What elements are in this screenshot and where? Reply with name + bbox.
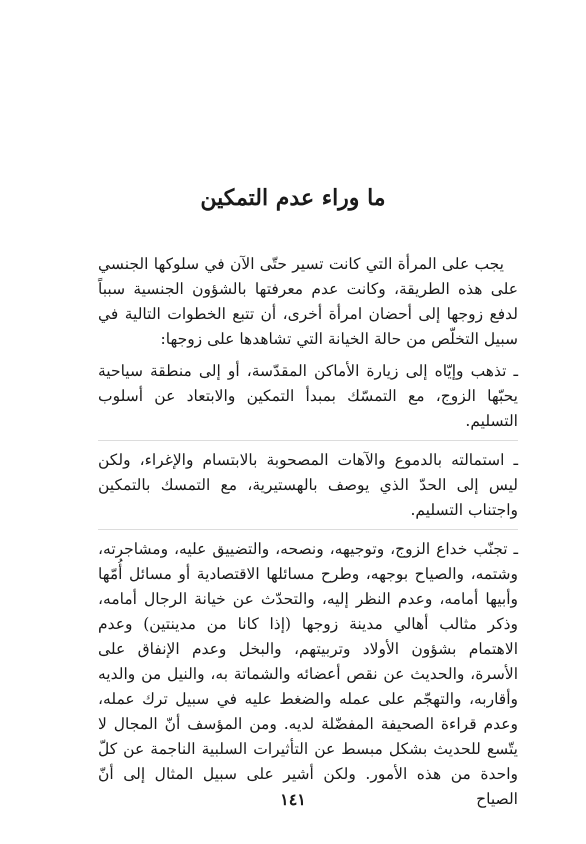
chapter-title: ما وراء عدم التمكين bbox=[200, 184, 386, 211]
list-item-tears: ـ استمالته بالدموع والآهات المصحوبة بالابتسام والإغراء، ولكن ليس إلى الحدّ الذي يوصف بالهستيرية، مع التمسك بالتمكين واجتناب التسليم. bbox=[98, 441, 518, 530]
intro-paragraph: يجب على المرأة التي كانت تسير حتّى الآن في سلوكها الجنسي على هذه الطريقة، وكانت عدم معرفتها بالشؤون الجنسية سبباً لدفع زوجها إلى أحضان امرأة أخرى، أن تتبع الخطوات التالية في سبيل التخلّص من حالة الخيانة التي تشاهدها على زوجها: bbox=[98, 255, 518, 348]
list-item-visit: ـ تذهب وإيّاه إلى زيارة الأماكن المقدّسة، أو إلى منطقة سياحية يحبّها الزوج، مع التمسّك بمبدأ التمكين والابتعاد عن أسلوب التسليم. bbox=[98, 352, 518, 441]
page-number: ١٤١ bbox=[280, 790, 306, 809]
list-item-avoid: ـ تجنّب خداع الزوج، وتوجيهه، ونصحه، والتضييق عليه، ومشاجرته، وشتمه، والصياح بوجهه، وطرح مسائلها الاقتصادية أو مسائل أُمّها وأبيها أمامه، وعدم النظر إليه، والتحدّث عن خيانة الرجال أمامه، وذكر مثالب أهالي مدينة زوجها (إذا كانا من مدينتين) وعدم الاهتمام بشؤون الأولاد وتربيتهم، والبخل وعدم الإنفاق على الأسرة، والحديث عن نقص أعضائه والشماتة به، والنيل من والديه وأقاربه، والتهجّم على عمله والضغط عليه في سبيل ترك عمله، وعدم قراءة الصحيفة المفضّلة لديه. ومن المؤسف أنّ المجال لا يتّسع للحديث بشكل مبسط عن التأثيرات السلبية الناجمة عن كلّ واحدة من هذه الأمور. ولكن أشير على سبيل المثال إلى أنّ الصياح bbox=[98, 540, 518, 808]
body-text bbox=[98, 252, 518, 818]
